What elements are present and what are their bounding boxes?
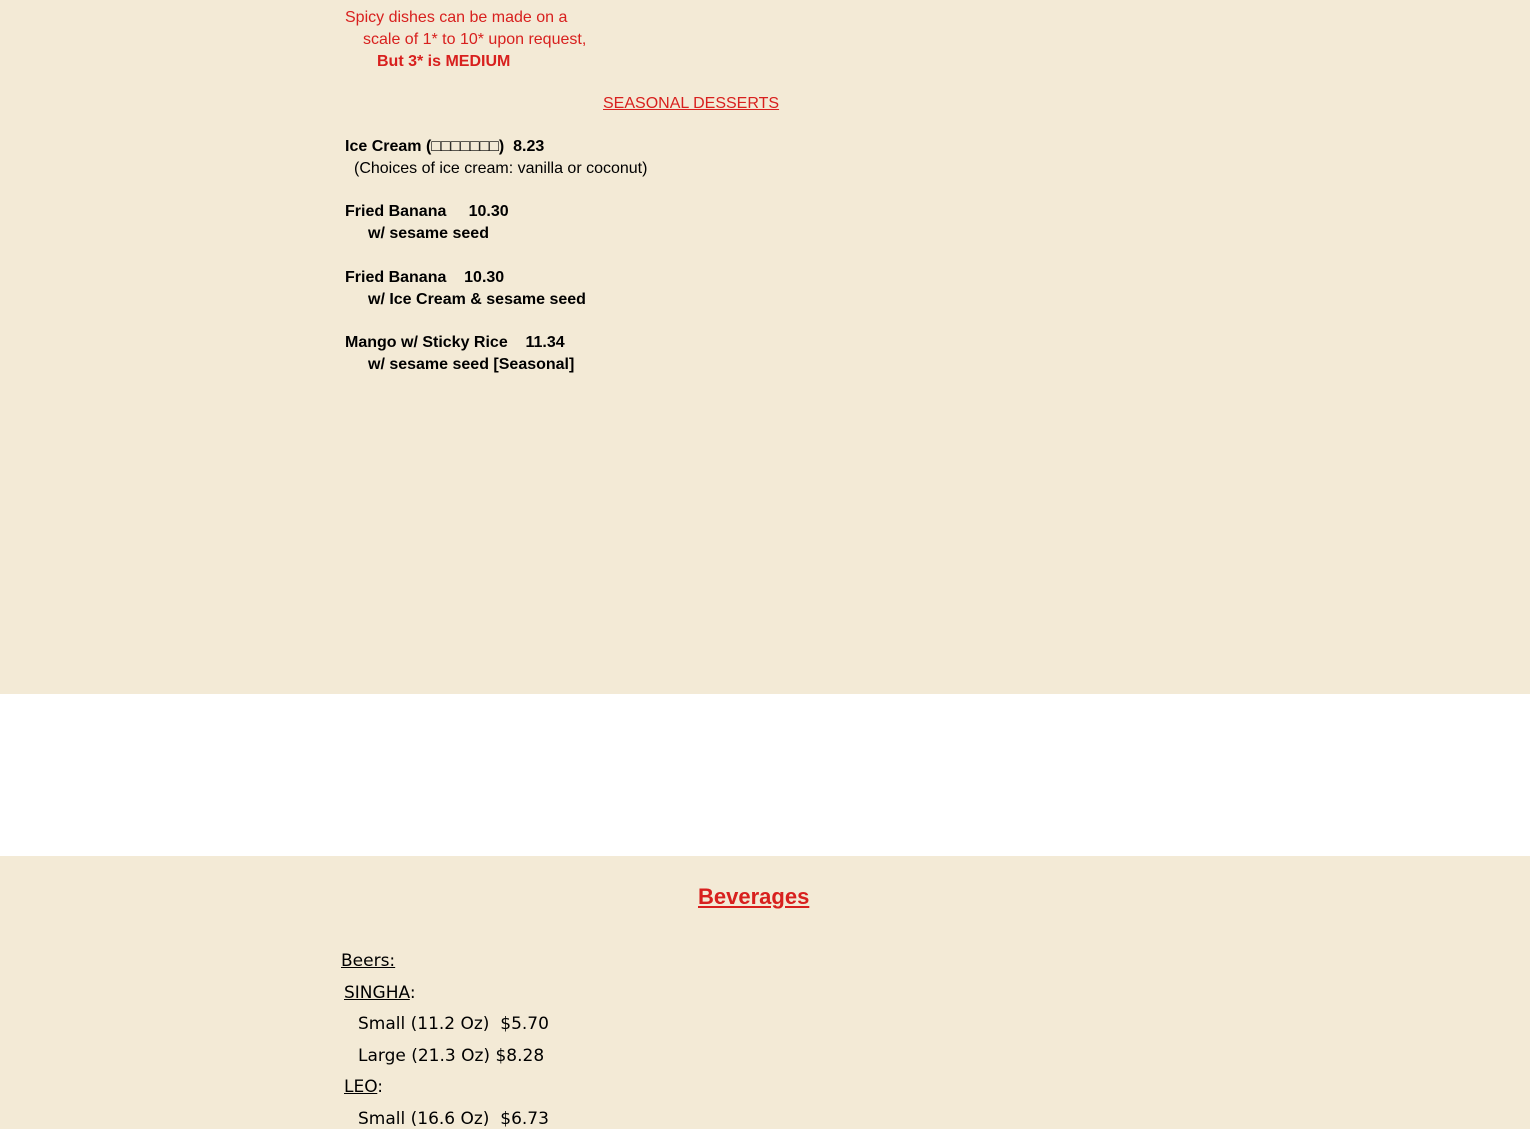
- dessert-item-title: Fried Banana 10.30: [345, 203, 509, 220]
- spicy-notice-line-1: Spicy dishes can be made on a: [345, 9, 568, 26]
- spicy-notice-line-2: scale of 1* to 10* upon request,: [363, 31, 587, 48]
- beer-size-price: Small (11.2 Oz) $5.70: [358, 1014, 549, 1034]
- beers-label: Beers:: [341, 951, 396, 971]
- dessert-item-title: Ice Cream (□□□□□□□) 8.23: [345, 138, 545, 155]
- dessert-item-title: Mango w/ Sticky Rice 11.34: [345, 334, 565, 351]
- beer-brand: SINGHA:: [344, 983, 416, 1003]
- dessert-item-desc: (Choices of ice cream: vanilla or coconut): [354, 160, 648, 177]
- dessert-item-desc: w/ Ice Cream & sesame seed: [368, 291, 586, 308]
- beer-size-price: Large (21.3 Oz) $8.28: [358, 1046, 545, 1066]
- beverages-heading: Beverages: [698, 884, 810, 909]
- beer-brand-name: LEO: [344, 1077, 378, 1097]
- dessert-item-desc: w/ sesame seed [Seasonal]: [368, 356, 575, 373]
- beer-brand-name: SINGHA: [344, 983, 410, 1003]
- beer-brand: LEO:: [344, 1077, 384, 1097]
- dessert-item-desc: w/ sesame seed: [368, 225, 489, 242]
- spicy-notice-line-3: But 3* is MEDIUM: [377, 53, 511, 70]
- desserts-heading: SEASONAL DESSERTS: [603, 95, 780, 112]
- beer-size-price: Small (16.6 Oz) $6.73: [358, 1109, 549, 1129]
- dessert-item-title: Fried Banana 10.30: [345, 269, 505, 286]
